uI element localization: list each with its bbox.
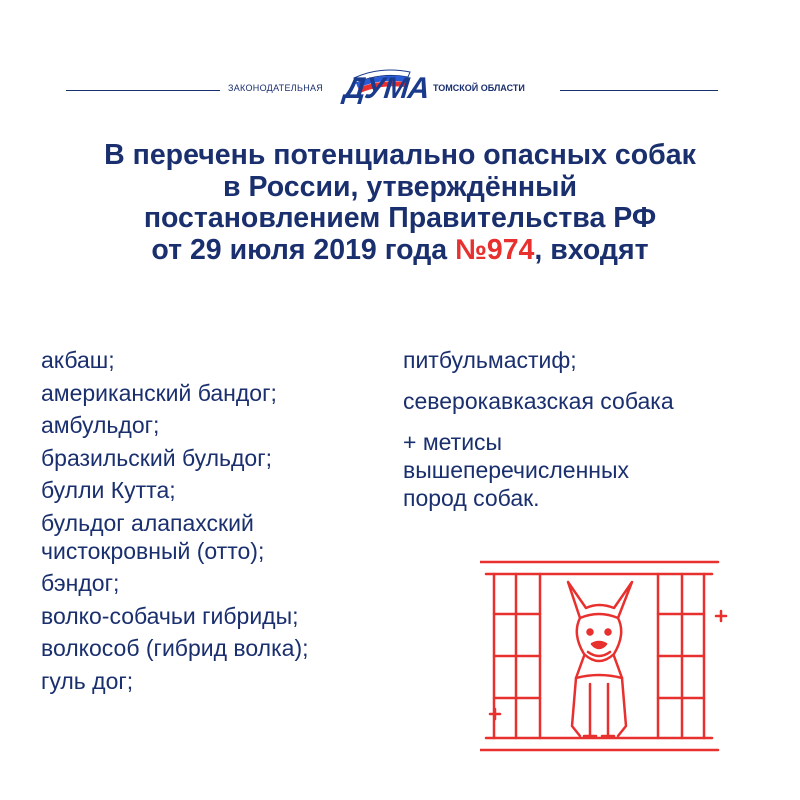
title-line-1: В перечень потенциально опасных собак bbox=[104, 139, 696, 171]
list-item: волко-собачьи гибриды; bbox=[41, 602, 299, 629]
dog-in-cage-icon bbox=[480, 556, 735, 756]
header-rule-right bbox=[560, 90, 718, 91]
title-line-4 bbox=[20, 235, 780, 267]
duma-logo bbox=[340, 66, 434, 112]
logo-text: ДУМА bbox=[342, 72, 431, 105]
decree-number: №974 bbox=[455, 233, 535, 266]
title-date-text: от 29 июля 2019 года bbox=[151, 233, 456, 266]
header bbox=[0, 62, 800, 118]
list-item: бразильский бульдог; bbox=[41, 444, 272, 471]
list-item: акбаш; bbox=[41, 347, 115, 373]
list-item: булли Кутта; bbox=[41, 477, 176, 503]
list-item: американский бандог; bbox=[41, 379, 277, 406]
list-item: волкособ (гибрид волка); bbox=[41, 635, 309, 661]
breed-list-right bbox=[403, 346, 783, 525]
list-item: северокавказская собака bbox=[403, 388, 674, 414]
list-item: бульдог алапахский чистокровный (отто); bbox=[41, 509, 265, 564]
title-line-3: постановлением Правительства РФ bbox=[143, 202, 657, 234]
list-item: амбульдог; bbox=[41, 412, 160, 438]
page-title bbox=[20, 140, 780, 266]
title-line-2: в России, утверждённый bbox=[223, 170, 577, 203]
list-item: бэндог; bbox=[41, 570, 120, 596]
breed-list-left bbox=[41, 346, 401, 699]
header-left-text: ЗАКОНОДАТЕЛЬНАЯ bbox=[228, 83, 324, 93]
list-item: гуль дог; bbox=[41, 667, 134, 694]
list-item: + метисы вышеперечисленных пород собак. bbox=[403, 429, 630, 511]
header-right-text: ТОМСКОЙ ОБЛАСТИ bbox=[433, 83, 525, 93]
title-tail-text: , входят bbox=[534, 233, 649, 266]
list-item: питбульмастиф; bbox=[403, 347, 577, 373]
header-rule-left bbox=[66, 90, 220, 91]
